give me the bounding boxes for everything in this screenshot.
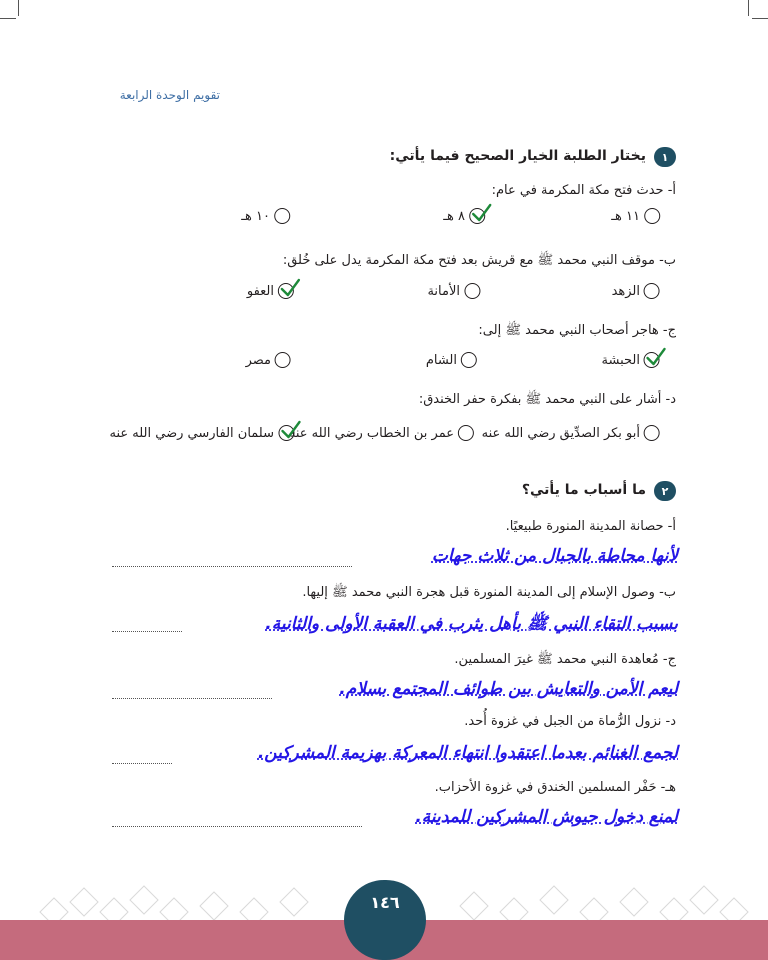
option-label: الشام [425,352,457,368]
q2-item-a-text: أ- حصانة المدينة المنورة طبيعيًا. [505,519,676,534]
answer-line [112,698,272,699]
radio-circle-icon[interactable] [274,208,290,224]
page-number: ١٤٦ [370,893,400,912]
crop-mark [0,18,16,19]
answer-option[interactable] [426,352,477,368]
answer-option[interactable] [443,208,485,224]
radio-circle-icon[interactable] [458,425,474,441]
checked-radio-icon[interactable] [644,352,660,368]
q2-item-b-answer: بسبب التقاء النبي ﷺ بأهل يثرب في العقبة الأولى والثانية. [265,614,678,634]
answer-line [112,826,362,827]
answer-option[interactable] [602,352,660,368]
question-number-badge: ١ [654,147,676,167]
checked-radio-icon[interactable] [278,283,294,299]
option-label: ١٠ هـ [241,208,270,224]
option-label: الأمانة [427,283,460,299]
q2-item-c-text: ج- مُعاهدة النبي محمد ﷺ غيرَ المسلمين. [454,652,676,667]
answer-line [112,763,172,764]
option-label: مصر [245,352,271,368]
radio-circle-icon[interactable] [461,352,477,368]
option-label: الزهد [611,283,640,299]
radio-circle-icon[interactable] [644,283,660,299]
q2-item-d-text: د- نزول الرُّماة من الجبل في غزوة أُحد. [464,714,676,729]
q2-item-e-answer: لمنع دخول جيوش المشركين للمدينة. [415,807,678,827]
answer-line [112,566,352,567]
option-label: ٨ هـ [443,208,465,224]
radio-circle-icon[interactable] [275,352,291,368]
checkmark-icon [645,347,667,367]
checkmark-icon [279,420,301,440]
radio-circle-icon[interactable] [644,208,660,224]
q2-item-e-text: هـ- حَفْر المسلمين الخندق في غزوة الأحزاب. [434,780,676,795]
q1-item-b-text: ب- موقف النبي محمد ﷺ مع قريش بعد فتح مكة المكرمة يدل على خُلق: [282,253,676,268]
option-label: سلمان الفارسي رضي الله عنه [109,425,274,441]
page-number-badge [344,880,426,960]
answer-option[interactable] [611,208,660,224]
q1-item-c-text: ج- هاجر أصحاب النبي محمد ﷺ إلى: [478,323,676,338]
crop-mark [18,0,19,16]
q2-item-c-answer: ليعم الأمن والتعايش بين طوائف المجتمع بسلام. [339,679,678,699]
answer-option[interactable] [247,283,294,299]
question-1-title: يختار الطلبة الخيار الصحيح فيما يأتي: [389,148,646,164]
answer-line [112,631,182,632]
checkmark-icon [470,203,492,223]
checked-radio-icon[interactable] [469,208,485,224]
q2-item-d-answer: لجمع الغنائم بعدما اعتقدوا انتهاء المعركة بهزيمة المشركين. [257,743,678,763]
answer-option[interactable] [246,352,291,368]
q2-item-a-answer: لأنها محاطة بالجبال من ثلاث جهات [431,546,678,566]
crop-mark [748,0,749,16]
answer-option[interactable] [612,283,660,299]
q2-item-b-text: ب- وصول الإسلام إلى المدينة المنورة قبل هجرة النبي محمد ﷺ إليها. [302,585,676,600]
q1-item-d-text: د- أشار على النبي محمد ﷺ بفكرة حفر الخندق: [418,392,676,407]
answer-option[interactable] [109,425,294,441]
option-label: العفو [246,283,274,299]
unit-header: تقويم الوحدة الرابعة [119,88,220,102]
question-number-badge: ٢ [654,481,676,501]
answer-option[interactable] [289,425,474,441]
question-2-title: ما أسباب ما يأتي؟ [521,482,646,498]
answer-option[interactable] [427,283,480,299]
crop-mark [752,18,768,19]
q1-item-a-text: أ- حدث فتح مكة المكرمة في عام: [491,183,676,198]
answer-option[interactable] [482,425,660,441]
option-label: ١١ هـ [611,208,640,224]
radio-circle-icon[interactable] [464,283,480,299]
option-label: الحبشة [601,352,640,368]
checkmark-icon [279,278,301,298]
answer-option[interactable] [241,208,290,224]
option-label: أبو بكر الصدِّيق رضي الله عنه [481,425,640,441]
option-label: عمر بن الخطاب رضي الله عنه [288,425,454,441]
checked-radio-icon[interactable] [278,425,294,441]
radio-circle-icon[interactable] [644,425,660,441]
